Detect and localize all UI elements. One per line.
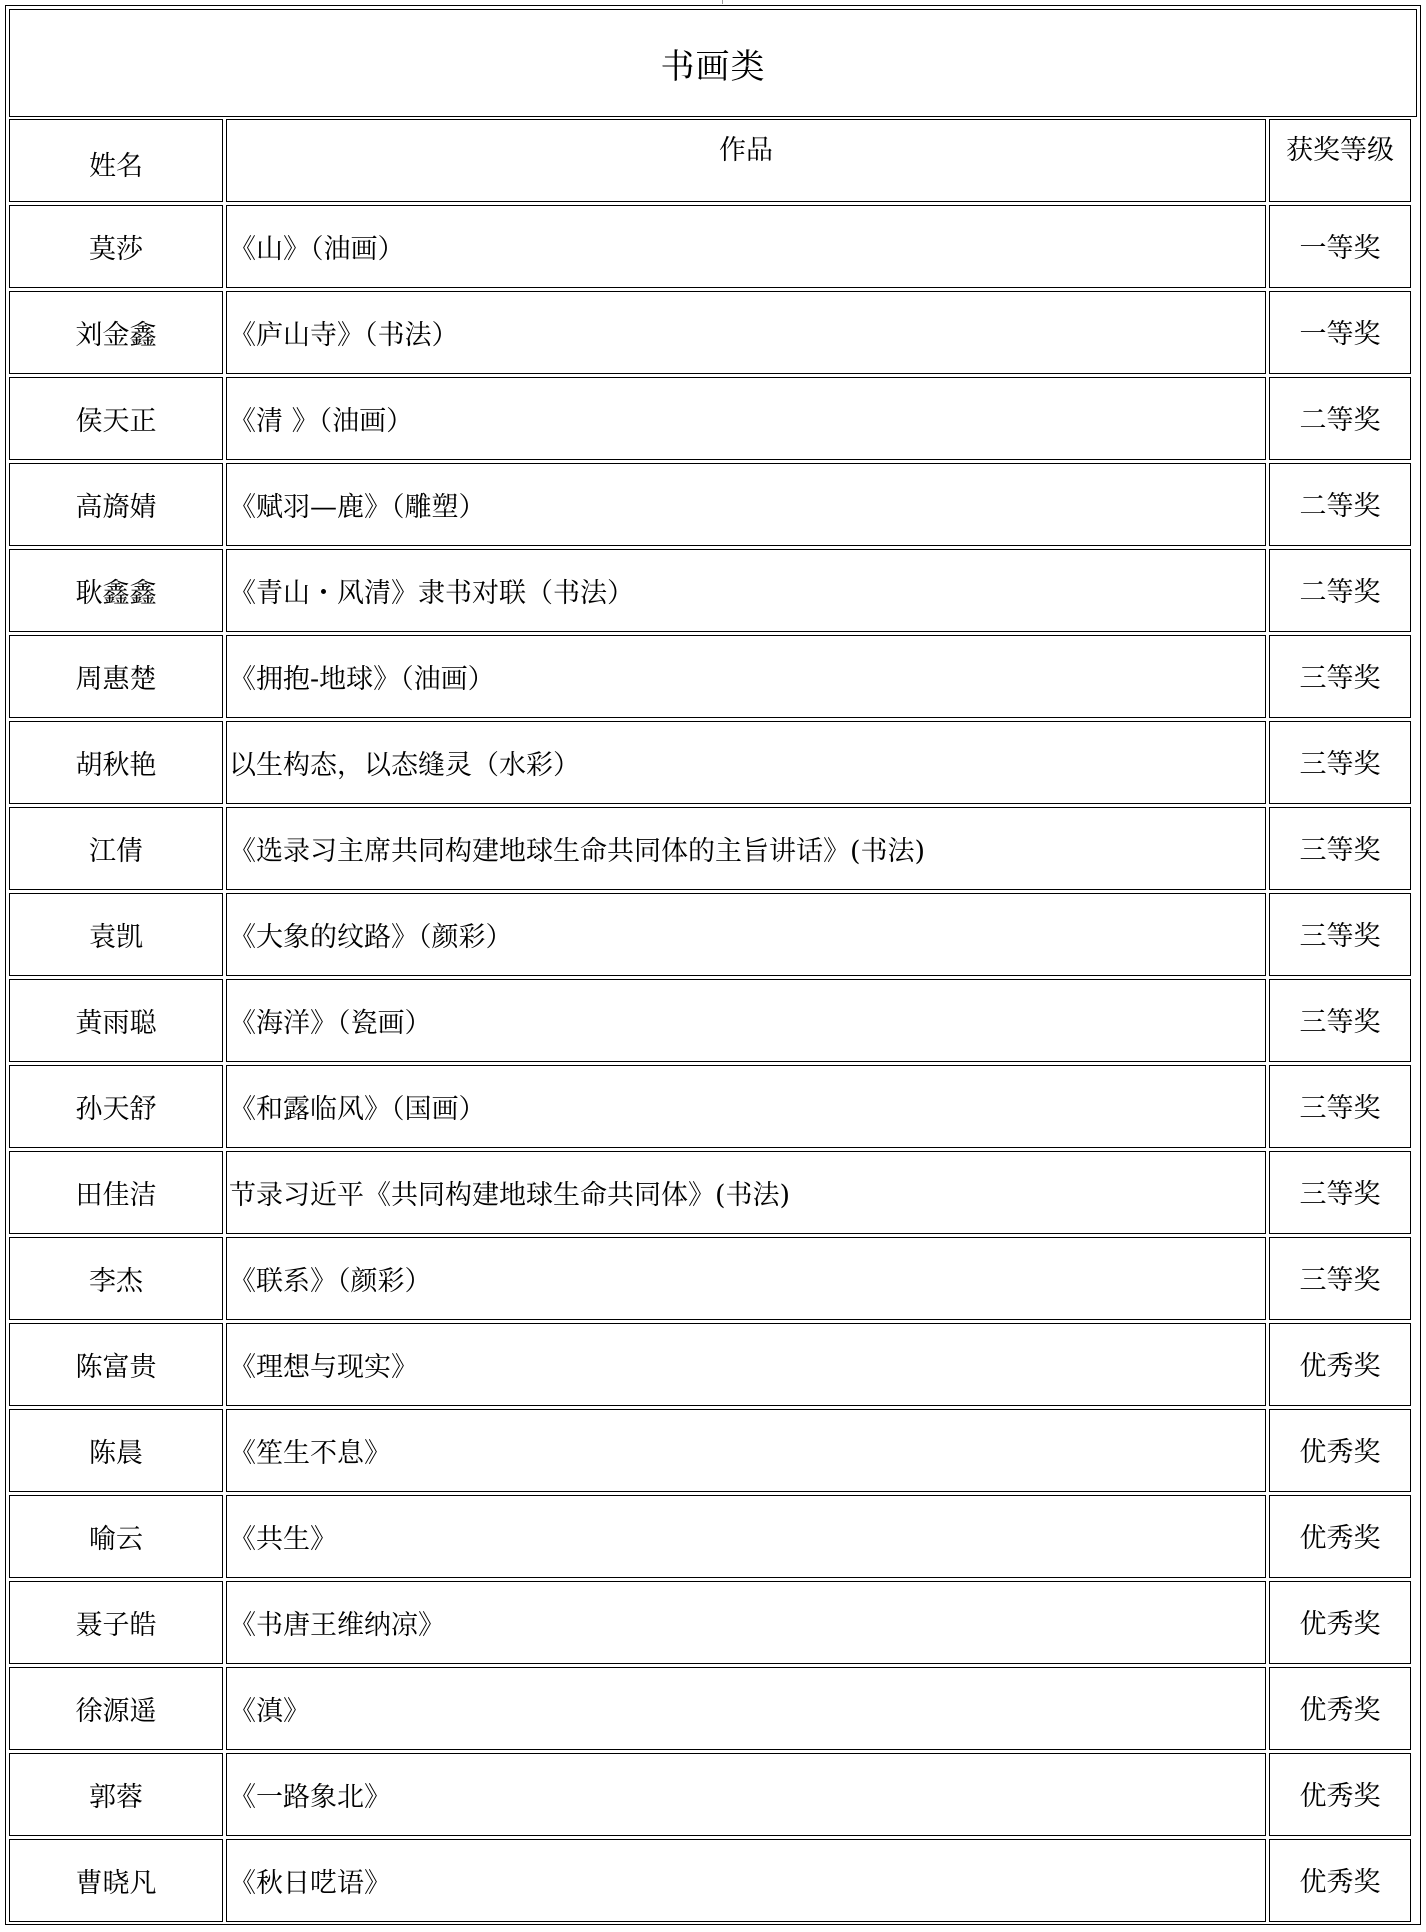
table-row — [9, 377, 1411, 460]
name-cell: 刘金鑫 — [9, 291, 223, 374]
work-cell: 《共生》 — [226, 1495, 1266, 1578]
work-cell: 节录习近平《共同构建地球生命共同体》(书法) — [226, 1151, 1266, 1234]
award-cell: 优秀奖 — [1269, 1753, 1411, 1836]
table-row — [9, 1495, 1411, 1578]
table-row — [9, 1409, 1411, 1492]
work-cell: 《选录习主席共同构建地球生命共同体的主旨讲话》(书法) — [226, 807, 1266, 890]
name-cell: 田佳洁 — [9, 1151, 223, 1234]
table-row — [9, 979, 1411, 1062]
award-cell: 三等奖 — [1269, 893, 1411, 976]
work-cell: 《书唐王维纳凉》 — [226, 1581, 1266, 1664]
name-cell: 江倩 — [9, 807, 223, 890]
name-cell: 莫莎 — [9, 205, 223, 288]
work-cell: 《大象的纹路》（颜彩） — [226, 893, 1266, 976]
award-cell: 优秀奖 — [1269, 1581, 1411, 1664]
award-cell: 三等奖 — [1269, 635, 1411, 718]
header-row — [9, 119, 1411, 202]
work-cell: 以生构态，以态缝灵（水彩） — [226, 721, 1266, 804]
award-cell: 二等奖 — [1269, 377, 1411, 460]
table-row — [9, 1151, 1411, 1234]
table-row — [9, 1667, 1411, 1750]
work-cell: 《理想与现实》 — [226, 1323, 1266, 1406]
name-cell: 周惠楚 — [9, 635, 223, 718]
page-top-mark — [722, 0, 723, 4]
work-cell: 《山》（油画） — [226, 205, 1266, 288]
table-row — [9, 463, 1411, 546]
work-cell: 《拥抱-地球》（油画） — [226, 635, 1266, 718]
work-cell: 《青山・风清》隶书对联（书法） — [226, 549, 1266, 632]
work-cell: 《庐山寺》（书法） — [226, 291, 1266, 374]
name-cell: 曹晓凡 — [9, 1839, 223, 1922]
name-cell: 徐源遥 — [9, 1667, 223, 1750]
table-row — [9, 721, 1411, 804]
table-row — [9, 1065, 1411, 1148]
award-cell: 一等奖 — [1269, 205, 1411, 288]
work-cell: 《联系》（颜彩） — [226, 1237, 1266, 1320]
work-cell: 《笙生不息》 — [226, 1409, 1266, 1492]
award-cell: 三等奖 — [1269, 1065, 1411, 1148]
award-cell: 三等奖 — [1269, 721, 1411, 804]
work-cell: 《清 》（油画） — [226, 377, 1266, 460]
name-cell: 胡秋艳 — [9, 721, 223, 804]
award-cell: 优秀奖 — [1269, 1667, 1411, 1750]
table-title: 书画类 — [9, 9, 1417, 117]
name-cell: 黄雨聪 — [9, 979, 223, 1062]
name-cell: 高旖婧 — [9, 463, 223, 546]
name-cell: 侯天正 — [9, 377, 223, 460]
award-cell: 优秀奖 — [1269, 1323, 1411, 1406]
table-row — [9, 893, 1411, 976]
name-cell: 喻云 — [9, 1495, 223, 1578]
award-cell: 三等奖 — [1269, 807, 1411, 890]
name-cell: 陈富贵 — [9, 1323, 223, 1406]
name-cell: 耿鑫鑫 — [9, 549, 223, 632]
award-cell: 优秀奖 — [1269, 1495, 1411, 1578]
work-cell: 《一路象北》 — [226, 1753, 1266, 1836]
table-row — [9, 1323, 1411, 1406]
table-row — [9, 205, 1411, 288]
header-name: 姓名 — [9, 119, 223, 202]
award-cell: 一等奖 — [1269, 291, 1411, 374]
award-cell: 三等奖 — [1269, 1151, 1411, 1234]
table-row — [9, 807, 1411, 890]
table-row — [9, 1839, 1411, 1922]
award-table-frame — [5, 5, 1421, 1925]
award-cell: 三等奖 — [1269, 979, 1411, 1062]
award-cell: 二等奖 — [1269, 463, 1411, 546]
table-row — [9, 549, 1411, 632]
work-cell: 《秋日呓语》 — [226, 1839, 1266, 1922]
name-cell: 袁凯 — [9, 893, 223, 976]
work-cell: 《滇》 — [226, 1667, 1266, 1750]
table-row — [9, 1237, 1411, 1320]
header-award: 获奖等级 — [1269, 119, 1411, 202]
table-row — [9, 1581, 1411, 1664]
name-cell: 陈晨 — [9, 1409, 223, 1492]
header-work: 作品 — [226, 119, 1266, 202]
table-row — [9, 635, 1411, 718]
award-cell: 三等奖 — [1269, 1237, 1411, 1320]
work-cell: 《和露临风》（国画） — [226, 1065, 1266, 1148]
name-cell: 孙天舒 — [9, 1065, 223, 1148]
name-cell: 李杰 — [9, 1237, 223, 1320]
table-row — [9, 1753, 1411, 1836]
award-cell: 二等奖 — [1269, 549, 1411, 632]
work-cell: 《海洋》（瓷画） — [226, 979, 1266, 1062]
award-table — [6, 116, 1414, 1925]
work-cell: 《赋羽—鹿》（雕塑） — [226, 463, 1266, 546]
table-row — [9, 291, 1411, 374]
name-cell: 郭蓉 — [9, 1753, 223, 1836]
name-cell: 聂子皓 — [9, 1581, 223, 1664]
award-cell: 优秀奖 — [1269, 1409, 1411, 1492]
award-cell: 优秀奖 — [1269, 1839, 1411, 1922]
